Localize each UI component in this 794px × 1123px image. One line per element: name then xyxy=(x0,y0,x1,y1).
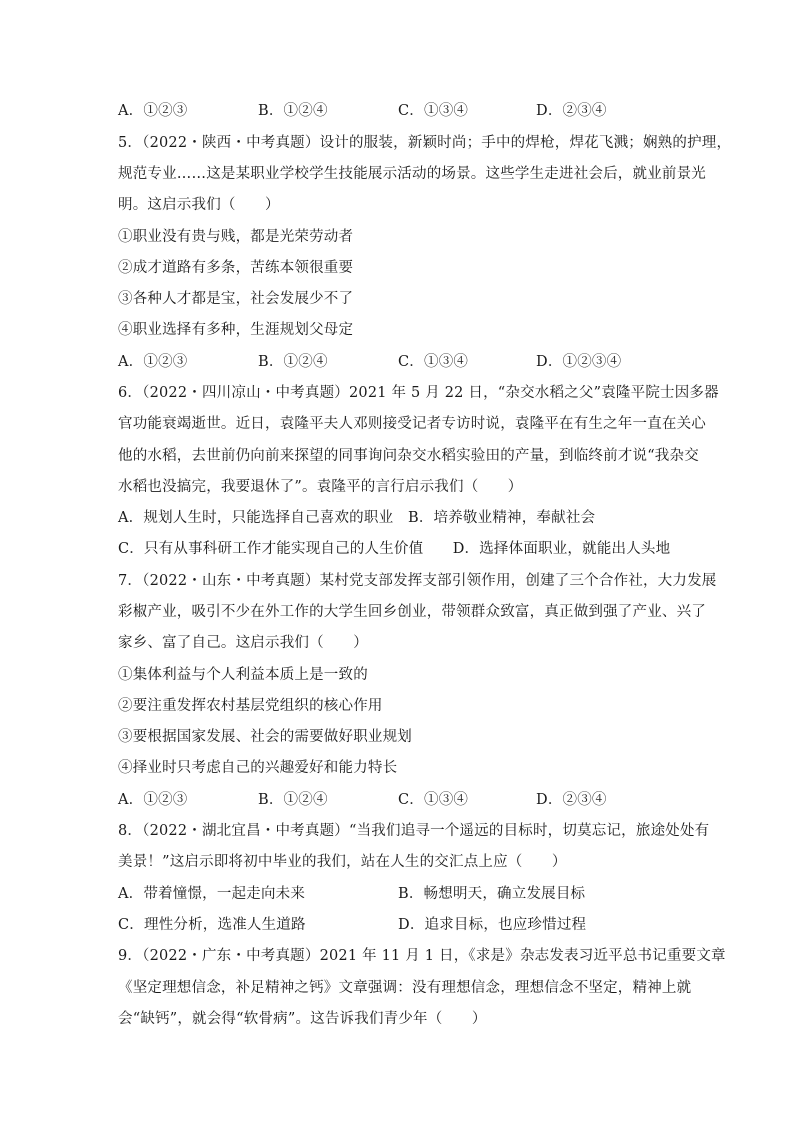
q9-stem-line-2: 《坚定理想信念，补足精神之钙》文章强调：没有理想信念，理想信念不坚定，精神上就 xyxy=(118,980,692,996)
q6-stem-line-3: 他的水稻，去世前仍向前来探望的同事询问杂交水稻实验田的产量，到临终前才说“我杂交 xyxy=(118,448,699,464)
q7-stem-line-3: 家乡、富了自己。这启示我们（ ） xyxy=(118,635,368,651)
q5-item-2: ②成才道路有多条，苦练本领很重要 xyxy=(118,260,354,276)
q8-option-b: B．畅想明天，确立发展目标 xyxy=(398,886,586,902)
q5-option-b: B．①②④ xyxy=(258,354,328,370)
q5-stem-line-2: 规范专业……这是某职业学校学生技能展示活动的场景。这些学生走进社会后，就业前景光 xyxy=(118,166,706,182)
q7-option-c: C．①③④ xyxy=(398,792,469,808)
q6-stem-line-4: 水稻也没搞完，我要退休了”。袁隆平的言行启示我们（ ） xyxy=(118,479,523,495)
q6-options-row-1: A．规划人生时，只能选择自己喜欢的职业 B．培养敬业精神，奉献社会 xyxy=(118,510,596,526)
q8-option-d: D．追求目标，也应珍惜过程 xyxy=(398,917,587,933)
q7-option-b: B．①②④ xyxy=(258,792,328,808)
q8-option-c: C．理性分析，选准人生道路 xyxy=(118,917,306,933)
q6-stem-line-1: 6．（2022・四川凉山・中考真题）2021 年 5 月 22 日，“杂交水稻之父”袁隆平院士因多器 xyxy=(118,385,719,401)
q7-option-a: A．①②③ xyxy=(118,792,188,808)
q7-item-4: ④择业时只考虑自己的兴趣爱好和能力特长 xyxy=(118,760,398,776)
q7-stem-line-2: 彩椒产业，吸引不少在外工作的大学生回乡创业，带领群众致富，真正做到强了产业、兴了 xyxy=(118,604,706,620)
q8-option-a: A．带着憧憬，一起走向未来 xyxy=(118,886,306,902)
q5-item-1: ①职业没有贵与贱，都是光荣劳动者 xyxy=(118,229,354,245)
q9-stem-line-1: 9．（2022・广东・中考真题）2021 年 11 月 1 日，《求是》杂志发表习近平总书记重要文章 xyxy=(118,948,726,964)
q4-option-d: D．②③④ xyxy=(536,103,607,119)
q5-item-3: ③各种人才都是宝，社会发展少不了 xyxy=(118,291,354,307)
q7-item-3: ③要根据国家发展、社会的需要做好职业规划 xyxy=(118,729,412,745)
q6-stem-line-2: 官功能衰竭逝世。近日，袁隆平夫人邓则接受记者专访时说，袁隆平在有生之年一直在关心 xyxy=(118,416,706,432)
q7-stem-line-1: 7．（2022・山东・中考真题）某村党支部发挥支部引领作用，创建了三个合作社，大力发展 xyxy=(118,573,717,589)
q5-option-d: D．①②③④ xyxy=(536,354,622,370)
q5-stem-line-3: 明。这启示我们（ ） xyxy=(118,197,280,213)
q5-item-4: ④职业选择有多种，生涯规划父母定 xyxy=(118,322,354,338)
q4-option-c: C．①③④ xyxy=(398,103,469,119)
q9-stem-line-3: 会“缺钙”，就会得“软骨病”。这告诉我们青少年（ ） xyxy=(118,1011,487,1027)
q6-options-row-2: C．只有从事科研工作才能实现自己的人生价值 D．选择体面职业，就能出人头地 xyxy=(118,541,671,557)
q5-option-a: A．①②③ xyxy=(118,354,188,370)
q8-stem-line-2: 美景！”这启示即将初中毕业的我们，站在人生的交汇点上应（ ） xyxy=(118,854,567,870)
q5-option-c: C．①③④ xyxy=(398,354,469,370)
q7-item-1: ①集体利益与个人利益本质上是一致的 xyxy=(118,667,368,683)
q4-option-a: A．①②③ xyxy=(118,103,188,119)
q8-stem-line-1: 8．（2022・湖北宜昌・中考真题）“当我们追寻一个遥远的目标时，切莫忘记，旅途处处有 xyxy=(118,823,710,839)
q7-option-d: D．②③④ xyxy=(536,792,607,808)
q5-stem-line-1: 5．（2022・陕西・中考真题）设计的服装，新颖时尚；手中的焊枪，焊花飞溅；娴熟的护理， xyxy=(118,135,732,151)
q7-item-2: ②要注重发挥农村基层党组织的核心作用 xyxy=(118,698,383,714)
q4-option-b: B．①②④ xyxy=(258,103,328,119)
